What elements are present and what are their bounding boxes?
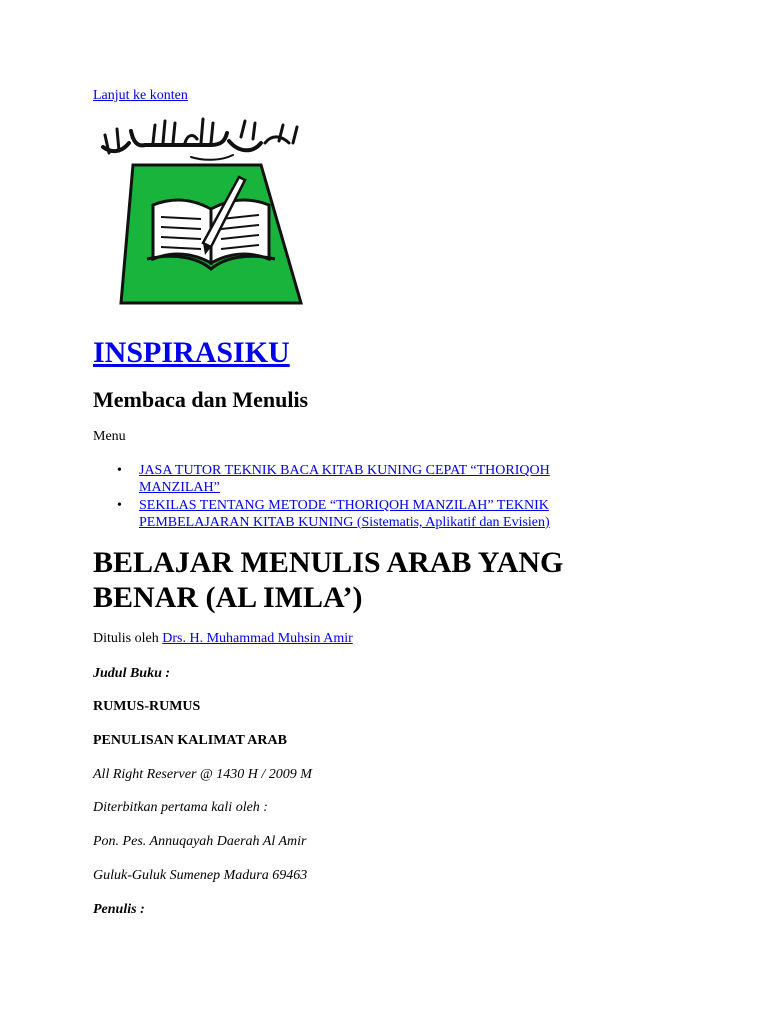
publisher-address: Guluk-Guluk Sumenep Madura 69463: [93, 868, 308, 883]
menu-item: [93, 462, 633, 496]
menu-link-jasa-tutor[interactable]: JASA TUTOR TEKNIK BACA KITAB KUNING CEPAT “THORIQOH MANZILAH”: [139, 463, 550, 495]
menu-toggle[interactable]: Menu: [93, 429, 126, 444]
menu-link-sekilas-metode[interactable]: SEKILAS TENTANG METODE “THORIQOH MANZILAH” TEKNIK PEMBELAJARAN KITAB KUNING (Sistematis, Aplikatif dan Evisien): [139, 498, 550, 530]
byline-prefix: Ditulis oleh: [93, 631, 159, 646]
publisher-label: Diterbitkan pertama kali oleh :: [93, 800, 268, 815]
post-title: BELAJAR MENULIS ARAB YANG BENAR (AL IMLA’): [93, 546, 564, 614]
book-title-line-2: PENULISAN KALIMAT ARAB: [93, 733, 287, 748]
bullet-icon: •: [117, 498, 122, 513]
site-title-link[interactable]: INSPIRASIKU: [93, 336, 290, 369]
menu-item: [93, 497, 633, 531]
site-description: Membaca dan Menulis: [93, 387, 309, 412]
bismillah-calligraphy-icon: [103, 119, 297, 160]
author-link[interactable]: Drs. H. Muhammad Muhsin Amir: [162, 631, 353, 646]
site-logo[interactable]: [93, 113, 311, 311]
site-title: [93, 336, 290, 370]
author-label: Penulis :: [93, 902, 145, 917]
byline: [93, 631, 353, 647]
primary-menu: [93, 462, 633, 532]
publisher-name: Pon. Pes. Annuqayah Daerah Al Amir: [93, 834, 307, 849]
bullet-icon: •: [117, 463, 122, 478]
book-title-line-1: RUMUS-RUMUS: [93, 699, 201, 714]
rights-notice: All Right Reserver @ 1430 H / 2009 M: [93, 767, 312, 782]
book-title-label: Judul Buku :: [93, 666, 171, 681]
skip-to-content-link[interactable]: Lanjut ke konten: [93, 88, 188, 103]
site-logo-image: [93, 113, 311, 311]
